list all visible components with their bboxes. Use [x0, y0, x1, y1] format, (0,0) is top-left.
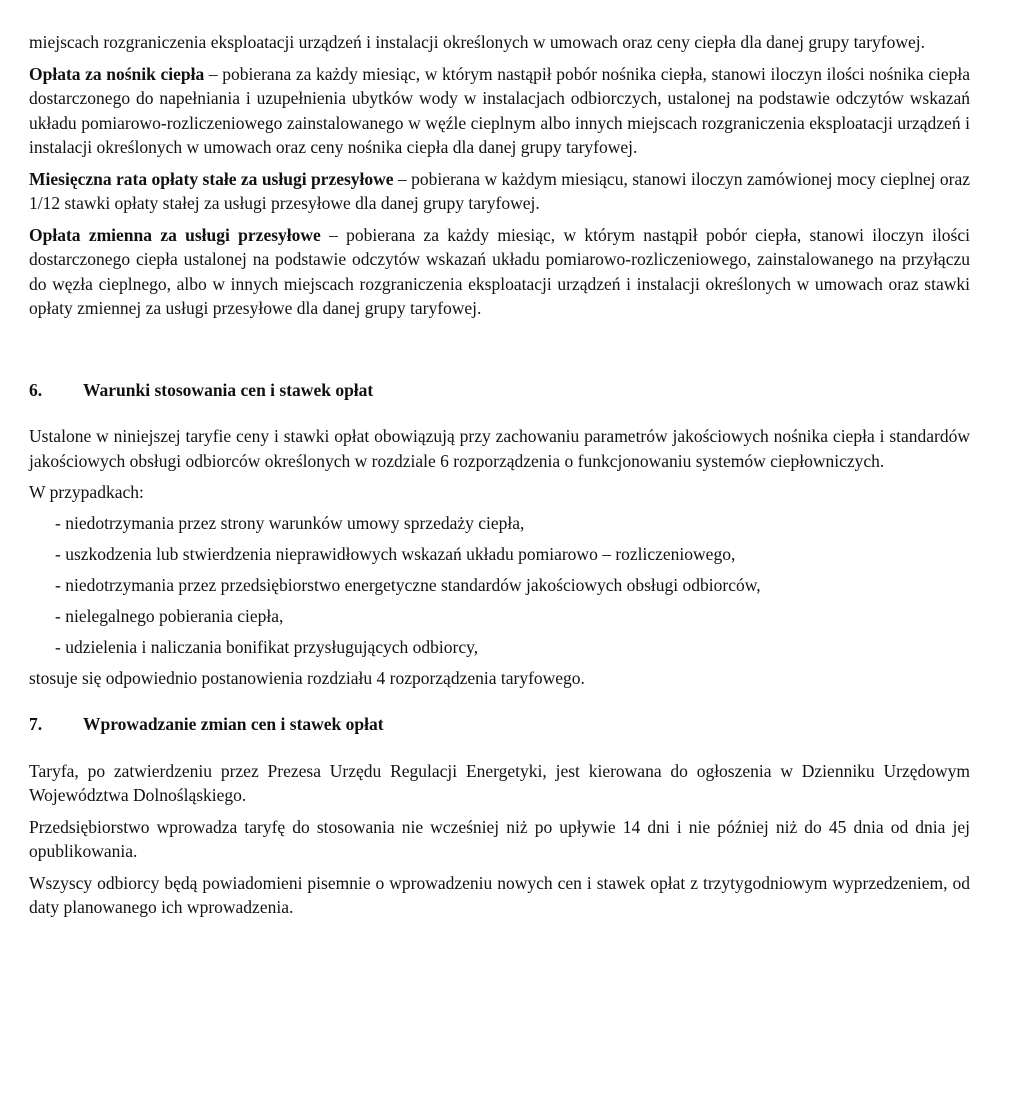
definition-term: Opłata zmienna za usługi przesyłowe: [29, 224, 321, 245]
document-page: [29, 30, 970, 920]
section-7-paragraph: Wszyscy odbiorcy będą powiadomieni pisemnie o wprowadzeniu nowych cen i stawek opłat z trzytygodniowym wyprzedzeniem, od daty planowanego ich wprowadzenia.: [29, 872, 970, 917]
definition-rata-stala: [29, 167, 970, 216]
section-6-heading: [29, 378, 970, 403]
list-item: - udzielenia i naliczania bonifikat przysługujących odbiorcy,: [55, 636, 479, 657]
intro-continuation: miejscach rozgraniczenia eksploatacji urządzeń i instalacji określonych w umowach oraz ceny ciepła dla danej grupy taryfowej.: [29, 32, 925, 52]
definition-oplata-zmienna: [29, 223, 970, 321]
section-title: Warunki stosowania cen i stawek opłat: [83, 379, 374, 400]
section-6-paragraph: Ustalone w niniejszej taryfie ceny i stawki opłat obowiązują przy zachowaniu parametrów jakościowych nośnika ciepła i standardów jakościowych obsługi odbiorców określonych w rozdziale 6 rozporządzenia o funkcjonowaniu systemów ciepłowniczych.: [29, 426, 970, 471]
definition-text: – pobierana za każdy miesiąc, w którym nastąpił pobór ciepła, stanowi iloczyn ilości dostarczonego ciepła ustalonej na podstawie odczytów wskazań układu pomiarowo-rozliczeniowego, zainstalowanego na przyłączu do węzła cieplnego, albo w innych miejscach rozgraniczenia eksploatacji urządzeń i instalacji określonych w umowach oraz stawki opłaty zmiennej za usługi przesyłowe dla danej grupy taryfowej.: [29, 224, 970, 318]
list-item: - nielegalnego pobierania ciepła,: [55, 605, 284, 626]
definition-term: Opłata za nośnik ciepła: [29, 63, 205, 84]
cases-list: [29, 508, 970, 663]
section-number: 6.: [29, 379, 43, 400]
list-intro: W przypadkach:: [29, 482, 144, 502]
section-7-paragraph: Przedsiębiorstwo wprowadza taryfę do stosowania nie wcześniej niż po upływie 14 dni i nie później niż do 45 dnia od dnia jej opublikowania.: [29, 816, 970, 861]
definition-text: – pobierana za każdy miesiąc, w którym nastąpił pobór nośnika ciepła, stanowi iloczyn ilości nośnika ciepła dostarczonego do napełniania i uzupełnienia ubytków wody w instalacjach odbiorczych, ustalonej na podstawie odczytów wskazań układu pomiarowo-rozliczeniowego zainstalowanego w węźle cieplnym albo innych miejscach rozgraniczenia eksploatacji urządzeń i instalacji określonych w umowach oraz ceny nośnika ciepła dla danej grupy taryfowej.: [29, 63, 970, 157]
section-7-paragraph: Taryfa, po zatwierdzeniu przez Prezesa Urzędu Regulacji Energetyki, jest kierowana do ogłoszenia w Dzienniku Urzędowym Województwa Dolnośląskiego.: [29, 760, 970, 805]
list-item: - uszkodzenia lub stwierdzenia nieprawidłowych wskazań układu pomiarowo – rozliczeniowego,: [55, 543, 736, 564]
list-item: - niedotrzymania przez strony warunków umowy sprzedaży ciepła,: [55, 512, 525, 533]
section-7-heading: [29, 712, 970, 737]
section-6-closing: stosuje się odpowiednio postanowienia rozdziału 4 rozporządzenia taryfowego.: [29, 667, 585, 688]
list-item: - niedotrzymania przez przedsiębiorstwo energetyczne standardów jakościowych obsługi odbiorców,: [55, 574, 761, 595]
definition-term: Miesięczna rata opłaty stałe za usługi przesyłowe: [29, 168, 394, 189]
section-number: 7.: [29, 714, 43, 734]
definition-text: – pobierana w każdym miesiącu, stanowi iloczyn zamówionej mocy cieplnej oraz 1/12 stawki opłaty stałej za usługi przesyłowe dla danej grupy taryfowej.: [29, 168, 970, 213]
section-title: Wprowadzanie zmian cen i stawek opłat: [83, 714, 384, 734]
definition-nosnik: [29, 62, 970, 160]
